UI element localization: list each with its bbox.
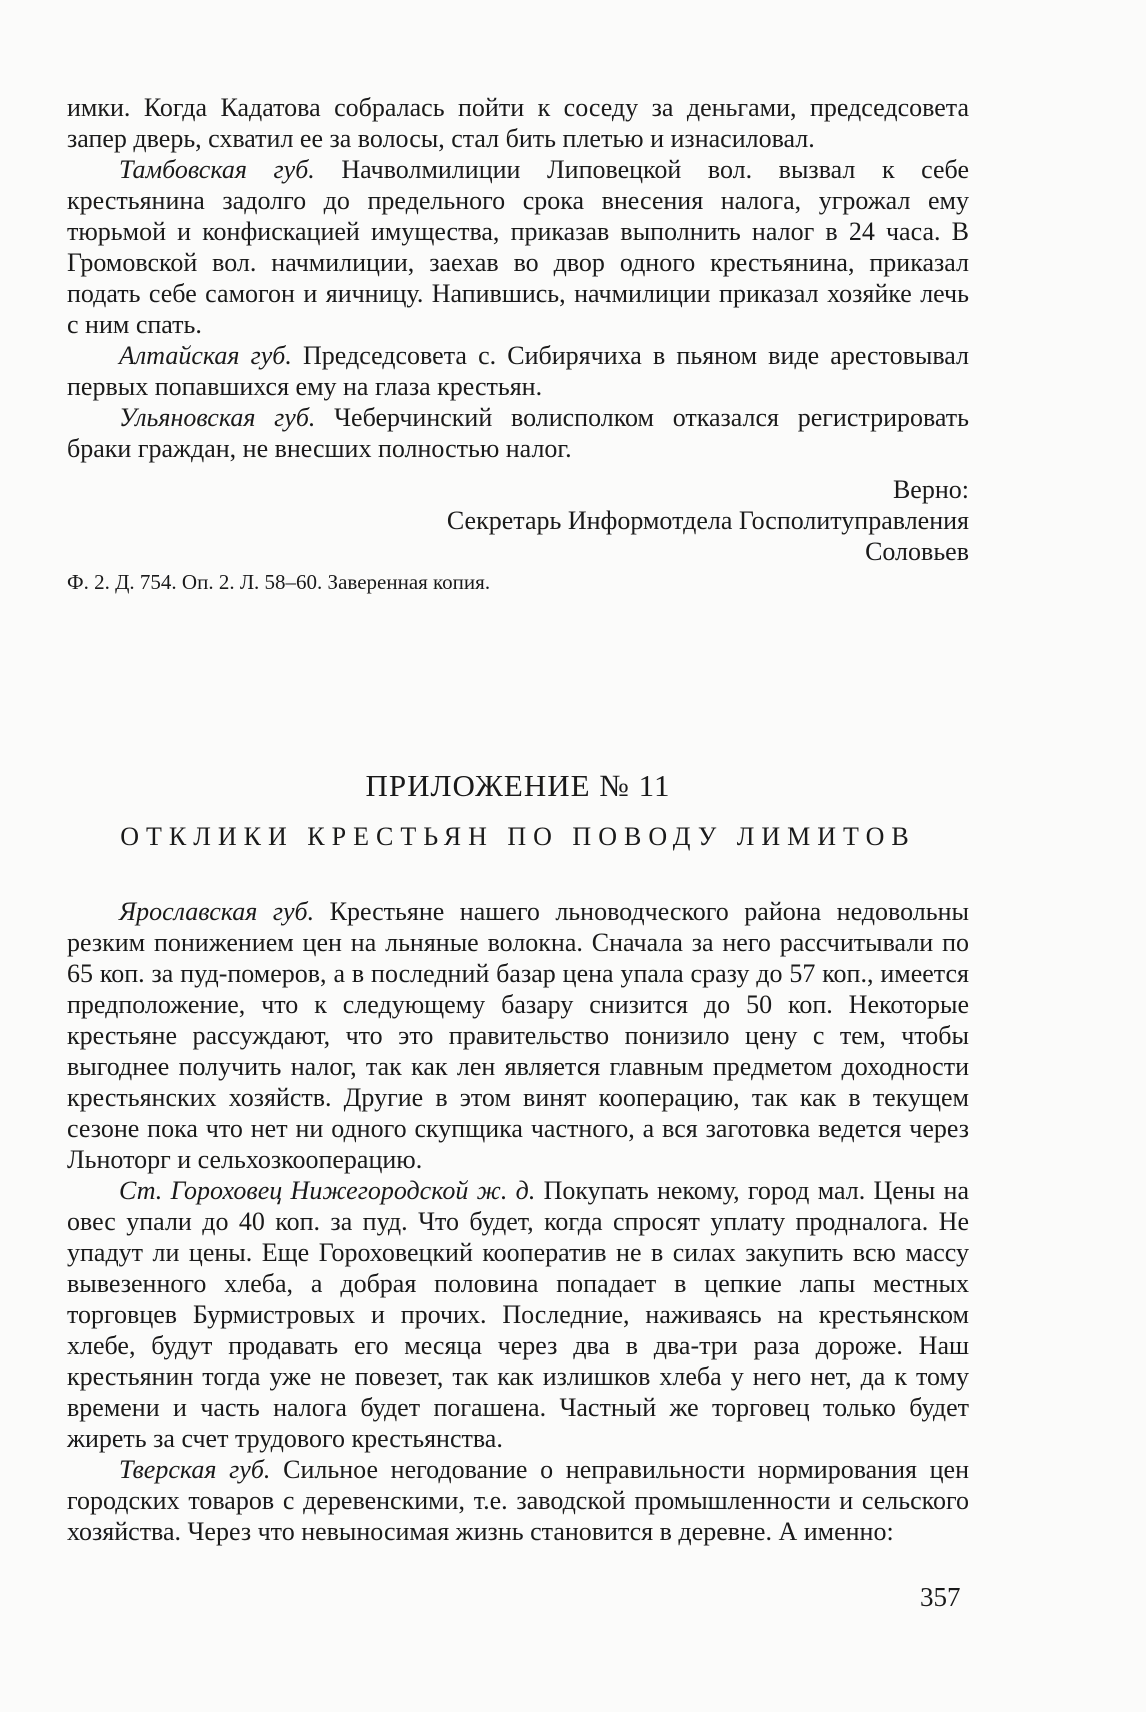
archival-source: Ф. 2. Д. 754. Оп. 2. Л. 58–60. Заверенная копия. [67,570,491,594]
signature-verified: Верно: [892,475,969,504]
paragraph-text: Покупать некому, город мал. Цены на овес упали до 40 коп. за пуд. Что будет, когда спросят уплату продналога. Не упадут ли цены. Еще Гороховецкий кооператив не в силах закупить всю массу вывезенного хлеба, а добрая половина попадает в цепкие лапы местных торговцев Бурмистровых и прочих. Последние, наживаясь на крестьянском хлебе, будут продавать его месяца через два в два-три раза дороже. Наш крестьянин тогда уже не повезет, так как излишков хлеба у него нет, да к тому времени и часть налога будет погашена. Частный же торговец только будет жиреть за счет трудового крестьянства. [67,1176,969,1453]
paragraph-text: Крестьяне нашего льноводческого района недовольны резким понижением цен на льняные волокна. Сначала за него рассчитывали по 65 коп. за пуд-померов, а в последний базар цена упала сразу до 57 коп., имеется предположение, что к следующему базару снизится до 50 коп. Некоторые крестьяне рассуждают, что это правительство понизило цену с тем, чтобы выгоднее получить налог, так как лен является главным предметом доходности крестьянских хозяйств. Другие в этом винят кооперацию, так как в текущем сезоне пока что нет ни одного скупщика частного, а вся заготовка ведется через Льноторг и сельхозкооперацию. [67,897,969,1174]
paragraph [67,154,969,340]
appendix-title: ПРИЛОЖЕНИЕ № 11 [365,768,671,803]
signature-name: Соловьев [865,537,969,566]
region-label: Ст. Гороховец Нижегородской ж. д. [119,1176,536,1205]
region-label: Алтайская губ. [119,341,292,370]
region-label: Тамбовская губ. [119,155,315,184]
paragraph [67,896,969,1175]
region-label: Ярославская губ. [119,897,315,926]
top-text-block [67,92,969,598]
signature-position: Секретарь Информотдела Госполитуправления [446,506,969,535]
paragraph-text: Председсовета с. Сибирячиха в пьяном виде арестовывал первых попавшихся ему на глаза крестьян. [67,341,969,401]
paragraph [67,92,969,154]
paragraph [67,340,969,402]
region-label: Тверская губ. [119,1455,271,1484]
paragraph [67,402,969,464]
paragraph [67,1454,969,1547]
appendix-body [67,896,969,1547]
paragraph [67,1175,969,1454]
paragraph-text: Чеберчинский волисполком отказался регистрировать браки граждан, не внесших полностью налог. [67,403,969,463]
page-number: 357 [920,1582,961,1612]
appendix-subtitle: ОТКЛИКИ КРЕСТЬЯН ПО ПОВОДУ ЛИМИТОВ [120,822,916,851]
region-label: Ульяновская губ. [119,403,316,432]
paragraph-text: Сильное негодование о неправильности нормирования цен городских товаров с деревенскими, т.е. заводской промышленности и сельского хозяйства. Через что невыносимая жизнь становится в деревне. А именно: [67,1455,969,1546]
paragraph-text: Начволмилиции Липовецкой вол. вызвал к себе крестьянина задолго до предельного срока внесения налога, угрожал ему тюрьмой и конфискацией имущества, приказав выполнить налог в 24 часа. В Громовской вол. начмилиции, заехав во двор одного крестьянина, приказал подать себе самогон и яичницу. Напившись, начмилиции приказал хозяйке лечь с ним спать. [67,155,969,339]
paragraph-text: имки. Когда Кадатова собралась пойти к соседу за деньгами, председсовета запер дверь, схватил ее за волосы, стал бить плетью и изнасиловал. [67,93,969,153]
